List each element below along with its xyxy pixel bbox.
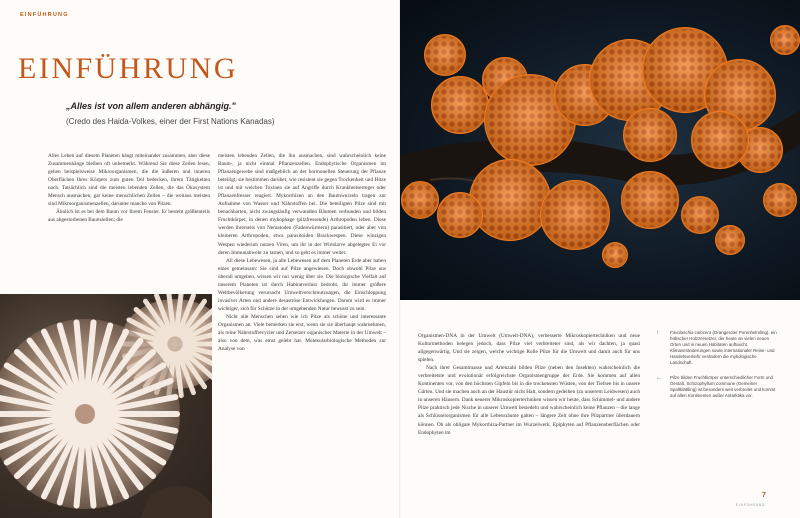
epigraph-source: (Credo des Haida-Volkes, einer der First Nations Kanadas) — [66, 117, 275, 126]
body-paragraph: Ähnlich ist es bei dem Baum vor Ihrem Fenster. Er besteht größtenteils aus abgestorbenen Baumzellen; die — [48, 209, 210, 224]
body-paragraph: meisten lebenden Zellen, die ihn ausmachen, sind wahrscheinlich keine Baum-, ja nicht einmal Pflanzenzellen. Endophytische Organismen im Pflanzengewebe sind maßgeblich an der hormonellen Steuerung der Pflanze beteiligt; sie bestimmen darüber, wie resistent sie gegen Trockenheit und Hitze ist und mit welchen Toxinen sie auf Angriffe durch Krankheitserreger oder Pflanzenfresser reagiert. Mykorrhizen an den Baumwurzeln tragen zur Aufnahme von Wasser und Nährstoffen bei. Die beteiligten Pilze sind mit benachbarten, nicht zwangsläufig verwandten Bäumen verbunden und bilden Fruchtkörper, in denen mykophage (pilzfressende) Arthropoden leben. Diese werden ihrerseits von Nematoden (Fadenwürmern) parasitiert, oder aber von kleineren Arthropoden, etwa parasitoiden Brackwespen. Diese winzigen Wespen wiederum nutzen Viren, um ihr in der Wirtslarve abgelegtes Ei vor deren Immunabwehr zu tarnen, und so geht es immer weiter. — [218, 153, 386, 256]
page-title: EINFÜHRUNG — [18, 52, 238, 85]
caption-top-photo — [656, 330, 778, 366]
caption-latin-name: Favolaschia calocera — [670, 330, 712, 335]
arrow-left-icon: ← — [656, 375, 662, 381]
body-column-3 — [418, 332, 640, 437]
gill-fungus-photo — [0, 294, 212, 518]
body-paragraph: Alles Leben auf diesem Planeten hängt miteinander zusammen, aber diese Zusammenhänge bleiben oft unbemerkt. Während Sie diese Zeilen lesen, gehen beispielsweise Mikroorganismen, die die äußeren und inneren Oberflächen Ihres Körpers zum guten Teil bedecken, ihrem Tätigkeiten nach. Tatsächlich sind die meisten lebenden Zellen, die das Ökosystem Mensch ausmachen, gar keine menschlichen Zellen – die weitaus meisten sind Mikroorganismenzellen, darunter manche von Pilzen. — [48, 153, 210, 208]
photo-captions — [656, 330, 778, 408]
body-paragraph: All diese Lebewesen, ja alle Lebewesen auf dem Planeten Erde aber haben eines gemeinsam: Sie sind auf Pilze angewiesen. Doch obwohl Pilze uns überall umgeben, wissen wir nur wenig über sie. Die biologische Vielfalt auf unserem Planeten ist durch Habitatverlust bedroht, ihr immer größere Weltbevölkerung verursacht Umweltverschmutzungen, die Einschleppung invasiver Arten und andere desaströse Entwicklungen. Darum wird es immer wichtiger, sich für Schütze in der umgebenden Natur bewusst zu sein. — [218, 257, 386, 312]
body-column-1 — [48, 152, 210, 224]
body-paragraph: Nicht alle Menschen sehen wie ich Pilze als schöne und interessante Organismen an. Viele bemerken sie erst, wenn sie sie überhaupt wahrnehmen, als reine Nährstoffrecycler und Zersetzer organischer Materie in der Umwelt – also von dem, was einst gelebt hat. Molekularbiologische Methoden zur Analyse von — [218, 313, 386, 353]
favolaschia-illustration — [400, 0, 800, 300]
arrow-up-icon: ↑ — [656, 330, 659, 336]
body-column-2 — [218, 152, 386, 353]
caption-text: (Orangeroter Porenhelmling), ein hübscher Holzzersetzer, der heute an vielen neuen Orten und in neuen Habitaten auftaucht. Klimaveränderungen sowie internationaler Reise- und Handelsverkehr verändern die mykologische Landschaft. — [670, 330, 777, 365]
body-paragraph: Organismen-DNA in der Umwelt (Umwelt-DNA), verbesserte Mikroskopiertechniken und neue Kulturmethoden belegen jedoch, dass Pilze viel verbreiteter sind, als wir dachten, ja quasi allgegenwärtig. Und sie zeigen, welche wichtige Rolle Pilze für die Umwelt und damit auch für uns spielen. — [418, 333, 640, 364]
gill-fungus-illustration — [0, 294, 212, 518]
book-gutter — [399, 0, 401, 518]
page-number: 7 — [762, 492, 766, 499]
section-tag: EINFÜHRUNG — [20, 12, 69, 18]
caption-text: Pilze bilden Fruchtkörper unterschiedlicher Form und Gestalt. Schizophyllum commune (Gemeiner Spaltblättling) ist besonders weit verbreitet und kommt auf allen Kontinenten außer Antarktika vor. — [670, 375, 776, 398]
running-foot: EINFÜHRUNG — [736, 503, 766, 507]
epigraph-quote: „Alles ist von allem anderen abhängig." — [66, 101, 236, 111]
orange-fungus-photo — [400, 0, 800, 300]
body-paragraph: Nach ihrer Gesamtmasse und Artenzahl bilden Pilze (neben den Insekten) wahrscheinlich die verbreitetste und evolutionär erfolgreichste Organismengruppe der Erde. Sie kommen auf allen Kontinenten vor, von den höchsten Gipfeln bis in die trockensten Wüsten, von der Tiefsee bis in unsere Gärten. Und sie machen auch an der Haustür nicht Halt, sondern gedeihen (zu unserem Leidwesen) auch in unseren Häusern. Dank neuerer Mikroskopiertechniken wissen wir heute, dass Schimmel- und andere Pilze praktisch jede Nische in unserer Umwelt besiedeln und wahrscheinlich keine Pflanzen – die lange als Schlüsselorganismen für alle Lebensräume galten – längere Zeit ohne ihre Pilzpartner überdauern können. Ob als obligate Mykorrhiza-Partner im Wurzelwerk, Epiphyten auf Pflanzenoberflächen oder Endophyten im — [418, 365, 640, 436]
caption-left-photo — [656, 375, 778, 399]
